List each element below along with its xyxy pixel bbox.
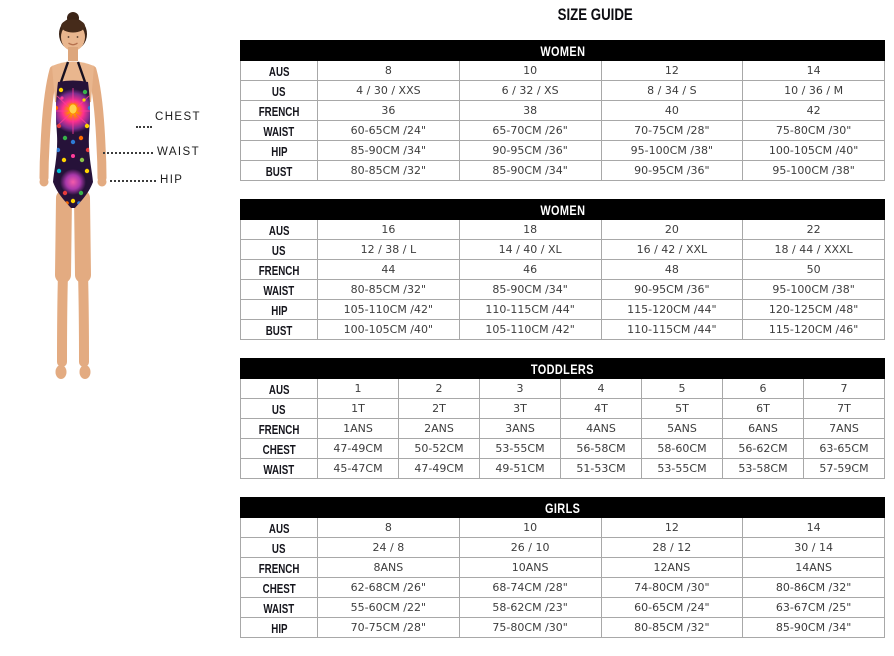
table-cell: 4T	[561, 399, 642, 419]
table-cell: 80-85CM /32"	[601, 618, 743, 638]
table-cell: 90-95CM /36"	[601, 161, 743, 181]
table-cell: 14ANS	[743, 558, 885, 578]
row-label-text: HIP	[270, 622, 288, 636]
table-cell: 45-47CM	[318, 459, 399, 479]
row-label-text: CHEST	[262, 443, 296, 457]
table-cell: 85-90CM /34"	[318, 141, 460, 161]
table-cell: 115-120CM /44"	[601, 300, 743, 320]
row-label-text: US	[272, 403, 286, 417]
table-cell: 80-85CM /32"	[318, 161, 460, 181]
row-label-text: HIP	[270, 304, 288, 318]
table-cell: 20	[601, 220, 743, 240]
table-cell: 115-120CM /46"	[743, 320, 885, 340]
table-cell: 110-115CM /44"	[459, 300, 601, 320]
table-cell: 14 / 40 / XL	[459, 240, 601, 260]
table-cell: 75-80CM /30"	[459, 618, 601, 638]
table-row	[241, 538, 885, 558]
table-cell: 22	[743, 220, 885, 240]
chest-label: CHEST	[155, 111, 201, 123]
size-table-toddlers-2	[240, 358, 885, 479]
size-table-women-0	[240, 40, 885, 181]
model-figure	[18, 10, 128, 390]
row-label	[241, 538, 318, 558]
size-table-girls-3	[240, 497, 885, 638]
table-cell: 10 / 36 / M	[743, 81, 885, 101]
table-cell: 60-65CM /24"	[318, 121, 460, 141]
table-row	[241, 598, 885, 618]
row-label-text: CHEST	[262, 582, 296, 596]
row-label	[241, 61, 318, 81]
size-table-women-1	[240, 199, 885, 340]
table-cell: 50	[743, 260, 885, 280]
row-label	[241, 141, 318, 161]
row-label-text: US	[272, 542, 286, 556]
table-title	[241, 41, 885, 61]
table-cell: 95-100CM /38"	[743, 280, 885, 300]
row-label	[241, 300, 318, 320]
table-cell: 5T	[642, 399, 723, 419]
row-label	[241, 81, 318, 101]
row-label	[241, 518, 318, 538]
table-title-text: TODDLERS	[531, 361, 594, 377]
table-cell: 50-52CM	[399, 439, 480, 459]
table-cell: 46	[459, 260, 601, 280]
hip-label: HIP	[160, 174, 184, 186]
table-cell: 12	[601, 61, 743, 81]
waist-label: WAIST	[157, 146, 200, 158]
table-cell: 7	[804, 379, 885, 399]
table-cell: 58-60CM	[642, 439, 723, 459]
row-label-text: FRENCH	[258, 264, 300, 278]
table-header-row	[241, 498, 885, 518]
table-header-row	[241, 359, 885, 379]
row-label	[241, 320, 318, 340]
row-label-text: AUS	[268, 224, 290, 238]
table-row	[241, 578, 885, 598]
table-row	[241, 260, 885, 280]
table-cell: 7ANS	[804, 419, 885, 439]
table-cell: 7T	[804, 399, 885, 419]
table-cell: 12	[601, 518, 743, 538]
table-cell: 51-53CM	[561, 459, 642, 479]
table-cell: 80-86CM /32"	[743, 578, 885, 598]
table-cell: 75-80CM /30"	[743, 121, 885, 141]
table-row	[241, 300, 885, 320]
table-cell: 1ANS	[318, 419, 399, 439]
table-cell: 40	[601, 101, 743, 121]
table-cell: 110-115CM /44"	[601, 320, 743, 340]
model-right-hand	[98, 178, 107, 187]
table-cell: 8	[318, 61, 460, 81]
table-header-row	[241, 41, 885, 61]
table-cell: 10ANS	[459, 558, 601, 578]
table-row	[241, 379, 885, 399]
waist-leader-line	[103, 152, 153, 154]
table-cell: 70-75CM /28"	[318, 618, 460, 638]
table-cell: 16 / 42 / XXL	[601, 240, 743, 260]
table-cell: 70-75CM /28"	[601, 121, 743, 141]
row-label	[241, 220, 318, 240]
table-cell: 24 / 8	[318, 538, 460, 558]
table-cell: 4 / 30 / XXS	[318, 81, 460, 101]
table-cell: 10	[459, 61, 601, 81]
table-cell: 4ANS	[561, 419, 642, 439]
table-cell: 18 / 44 / XXXL	[743, 240, 885, 260]
row-label	[241, 161, 318, 181]
table-cell: 6 / 32 / XS	[459, 81, 601, 101]
row-label	[241, 379, 318, 399]
table-cell: 49-51CM	[480, 459, 561, 479]
row-label-text: FRENCH	[258, 423, 300, 437]
size-tables	[240, 40, 885, 656]
table-cell: 12 / 38 / L	[318, 240, 460, 260]
table-row	[241, 220, 885, 240]
row-label	[241, 618, 318, 638]
table-cell: 38	[459, 101, 601, 121]
table-cell: 5ANS	[642, 419, 723, 439]
chest-leader-line	[136, 126, 152, 128]
row-label	[241, 459, 318, 479]
table-row	[241, 459, 885, 479]
table-cell: 85-90CM /34"	[459, 161, 601, 181]
table-row	[241, 121, 885, 141]
row-label	[241, 240, 318, 260]
row-label-text: US	[272, 244, 286, 258]
table-cell: 100-105CM /40"	[743, 141, 885, 161]
table-cell: 30 / 14	[743, 538, 885, 558]
table-cell: 95-100CM /38"	[743, 161, 885, 181]
table-cell: 42	[743, 101, 885, 121]
table-cell: 14	[743, 61, 885, 81]
table-cell: 80-85CM /32"	[318, 280, 460, 300]
row-label	[241, 558, 318, 578]
table-cell: 68-74CM /28"	[459, 578, 601, 598]
row-label-text: WAIST	[263, 125, 295, 139]
row-label-text: HIP	[270, 145, 288, 159]
table-cell: 60-65CM /24"	[601, 598, 743, 618]
model-right-foot	[80, 365, 91, 379]
table-cell: 65-70CM /26"	[459, 121, 601, 141]
table-cell: 16	[318, 220, 460, 240]
row-label	[241, 399, 318, 419]
table-cell: 10	[459, 518, 601, 538]
table-cell: 47-49CM	[318, 439, 399, 459]
hip-leader-line	[110, 180, 156, 182]
table-row	[241, 81, 885, 101]
row-label-text: AUS	[268, 522, 290, 536]
row-label	[241, 419, 318, 439]
table-cell: 8ANS	[318, 558, 460, 578]
table-cell: 105-110CM /42"	[459, 320, 601, 340]
row-label	[241, 121, 318, 141]
row-label	[241, 598, 318, 618]
table-header-row	[241, 200, 885, 220]
table-cell: 2T	[399, 399, 480, 419]
table-row	[241, 618, 885, 638]
table-title	[241, 498, 885, 518]
table-cell: 8	[318, 518, 460, 538]
table-cell: 47-49CM	[399, 459, 480, 479]
model-left-hand	[40, 178, 49, 187]
table-cell: 1T	[318, 399, 399, 419]
row-label	[241, 101, 318, 121]
row-label-text: US	[272, 85, 286, 99]
table-row	[241, 399, 885, 419]
table-cell: 53-55CM	[480, 439, 561, 459]
table-cell: 85-90CM /34"	[459, 280, 601, 300]
table-title-text: GIRLS	[544, 500, 581, 516]
table-row	[241, 518, 885, 538]
table-cell: 2	[399, 379, 480, 399]
table-title-text: WOMEN	[539, 43, 586, 59]
table-cell: 57-59CM	[804, 459, 885, 479]
row-label-text: BUST	[265, 324, 293, 338]
table-cell: 3	[480, 379, 561, 399]
table-cell: 6ANS	[723, 419, 804, 439]
table-cell: 4	[561, 379, 642, 399]
table-row	[241, 320, 885, 340]
row-label	[241, 280, 318, 300]
table-cell: 26 / 10	[459, 538, 601, 558]
table-cell: 63-65CM	[804, 439, 885, 459]
table-cell: 90-95CM /36"	[459, 141, 601, 161]
table-cell: 95-100CM /38"	[601, 141, 743, 161]
table-cell: 14	[743, 518, 885, 538]
table-cell: 6	[723, 379, 804, 399]
table-cell: 36	[318, 101, 460, 121]
row-label-text: FRENCH	[258, 105, 300, 119]
table-cell: 62-68CM /26"	[318, 578, 460, 598]
row-label	[241, 439, 318, 459]
table-title-text: WOMEN	[539, 202, 586, 218]
table-cell: 56-62CM	[723, 439, 804, 459]
table-row	[241, 280, 885, 300]
model-photo	[18, 10, 128, 390]
table-cell: 56-58CM	[561, 439, 642, 459]
table-cell: 44	[318, 260, 460, 280]
table-cell: 74-80CM /30"	[601, 578, 743, 598]
row-label-text: FRENCH	[258, 562, 300, 576]
table-row	[241, 61, 885, 81]
page-title-text: SIZE GUIDE	[557, 5, 634, 24]
row-label-text: WAIST	[263, 602, 295, 616]
table-cell: 105-110CM /42"	[318, 300, 460, 320]
table-cell: 85-90CM /34"	[743, 618, 885, 638]
table-cell: 3T	[480, 399, 561, 419]
table-cell: 63-67CM /25"	[743, 598, 885, 618]
page-title	[538, 5, 653, 25]
model-legs	[62, 198, 84, 362]
table-cell: 5	[642, 379, 723, 399]
table-cell: 90-95CM /36"	[601, 280, 743, 300]
table-cell: 1	[318, 379, 399, 399]
table-cell: 12ANS	[601, 558, 743, 578]
row-label	[241, 578, 318, 598]
model-head	[59, 12, 87, 61]
row-label-text: AUS	[268, 65, 290, 79]
row-label	[241, 260, 318, 280]
table-cell: 18	[459, 220, 601, 240]
table-cell: 53-55CM	[642, 459, 723, 479]
row-label-text: WAIST	[263, 284, 295, 298]
table-cell: 53-58CM	[723, 459, 804, 479]
table-title	[241, 200, 885, 220]
table-row	[241, 419, 885, 439]
table-cell: 48	[601, 260, 743, 280]
table-cell: 100-105CM /40"	[318, 320, 460, 340]
row-label-text: BUST	[265, 165, 293, 179]
table-cell: 8 / 34 / S	[601, 81, 743, 101]
table-row	[241, 101, 885, 121]
table-cell: 58-62CM /23"	[459, 598, 601, 618]
row-label-text: AUS	[268, 383, 290, 397]
table-row	[241, 558, 885, 578]
table-cell: 3ANS	[480, 419, 561, 439]
table-row	[241, 161, 885, 181]
table-cell: 120-125CM /48"	[743, 300, 885, 320]
table-title	[241, 359, 885, 379]
model-left-foot	[56, 365, 67, 379]
table-cell: 2ANS	[399, 419, 480, 439]
table-row	[241, 141, 885, 161]
table-cell: 28 / 12	[601, 538, 743, 558]
table-row	[241, 439, 885, 459]
table-cell: 6T	[723, 399, 804, 419]
table-row	[241, 240, 885, 260]
table-cell: 55-60CM /22"	[318, 598, 460, 618]
row-label-text: WAIST	[263, 463, 295, 477]
